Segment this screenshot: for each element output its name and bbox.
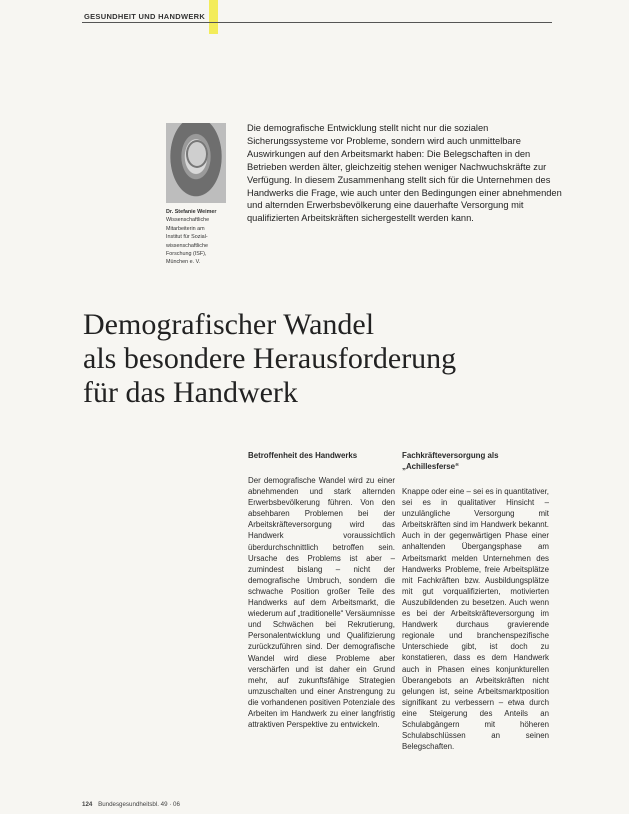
column-right: [402, 450, 549, 752]
column-heading: Fachkräfteversorgung als „Achillesferse“: [402, 451, 499, 471]
journal-reference: Bundesgesundheitsbl. 49 · 06: [98, 801, 180, 808]
column-body: Der demografische Wandel wird zu einer abnehmenden und stark alternden Erwerbsbevölkerung führen. Von den absehbaren Problemen bei der Arbeitskräfteversorgung wird das Handwerk voraussichtlich überdurchschnittlich betroffen sein. Ursache des Problems ist aber – zumindest bislang – nicht der demografische Umbruch, sondern die schwache Position großer Teile des Handwerks auf dem Arbeitsmarkt, die wiederum auf „traditionelle“ Versäumnisse und Schwächen bei Rekrutierung, Personalentwicklung und Qualifizierung zurückzuführen sind. Der demografische Wandel wird diese Probleme aber verschärfen und ist daher ein Grund mehr, auf zukunftsfähige Strategien umzuschalten und einer Anstrengung zu die vorhandenen positiven Potenziale des Arbeiten im Handwerk zu einer langfristig attraktiven Perspektive zu entwickeln.: [248, 476, 395, 730]
title-line-2: als besondere Herausforderung: [83, 342, 457, 375]
title-line-3: für das Handwerk: [83, 376, 298, 409]
column-heading: Betroffenheit des Handwerks: [248, 451, 358, 460]
section-rule: [82, 22, 552, 23]
page-number: 124: [82, 801, 93, 808]
caption-line: wissenschaftliche: [166, 242, 208, 249]
page-footer: [82, 801, 180, 808]
author-photo-face: [186, 140, 208, 168]
column-left: [248, 450, 395, 730]
article-title: [83, 308, 583, 410]
title-line-1: Demografischer Wandel: [83, 308, 375, 341]
author-name: Dr. Stefanie Weimer: [166, 209, 217, 215]
section-label: GESUNDHEIT UND HANDWERK: [84, 12, 206, 21]
author-caption: [166, 208, 234, 267]
caption-line: München e. V.: [166, 259, 201, 266]
intro-paragraph: Die demografische Entwicklung stellt nicht nur die sozialen Sicherungssysteme vor Probleme, sondern wird auch unmittelbare Auswirkungen auf den Arbeitsmarkt haben: Die Belegschaften in den Betrieben werden älter, gleichzeitig stehen weniger Nachwuchskräfte zur Verfügung. In diesem Zusammenhang stellt sich für die Unternehmen des Handwerks die Frage, wie auch unter den Bedingungen einer abnehmenden und alternden Erwerbsbevölkerung eine dauerhafte Versorgung mit qualifizierten Arbeitskräften sichergestellt werden kann.: [247, 123, 562, 224]
yellow-tab-marker: [209, 0, 218, 34]
caption-line: Wissenschaftliche: [166, 217, 210, 224]
caption-line: Forschung (ISF),: [166, 250, 207, 257]
caption-line: Institut für Sozial-: [166, 234, 208, 241]
caption-line: Mitarbeiterin am: [166, 225, 205, 232]
column-body: Knappe oder eine – sei es in quantitativer, sei es in qualitativer Hinsicht – unzulängliche Versorgung mit Arbeitskräften sind im Handwerk bekannt. Auch in der gegenwärtigen Phase einer anhaltenden Übergangsphase am Arbeitsmarkt melden Unternehmen des Handwerks Probleme, freie Arbeitsplätze mit Fachkräften bzw. Ausbildungsplätze mit gut vorqualifizierten, motivierten Auszubildenden zu besetzen. Auch wenn es bei der Arbeitskräfteversorgung im Handwerk durchaus gravierende regionale und branchenspezifische Unterschiede gibt, ist doch zu konstatieren, dass es dem Handwerk auch in Phasen eines konjunkturellen Überangebots an Arbeitskräften nicht gelungen ist, seine Arbeitsmarktposition signifikant zu verbessern – etwa durch eine Steigerung des Anteils an Schulabgängern mit höheren Schulabschlüssen an seinen Belegschaften.: [402, 487, 549, 752]
